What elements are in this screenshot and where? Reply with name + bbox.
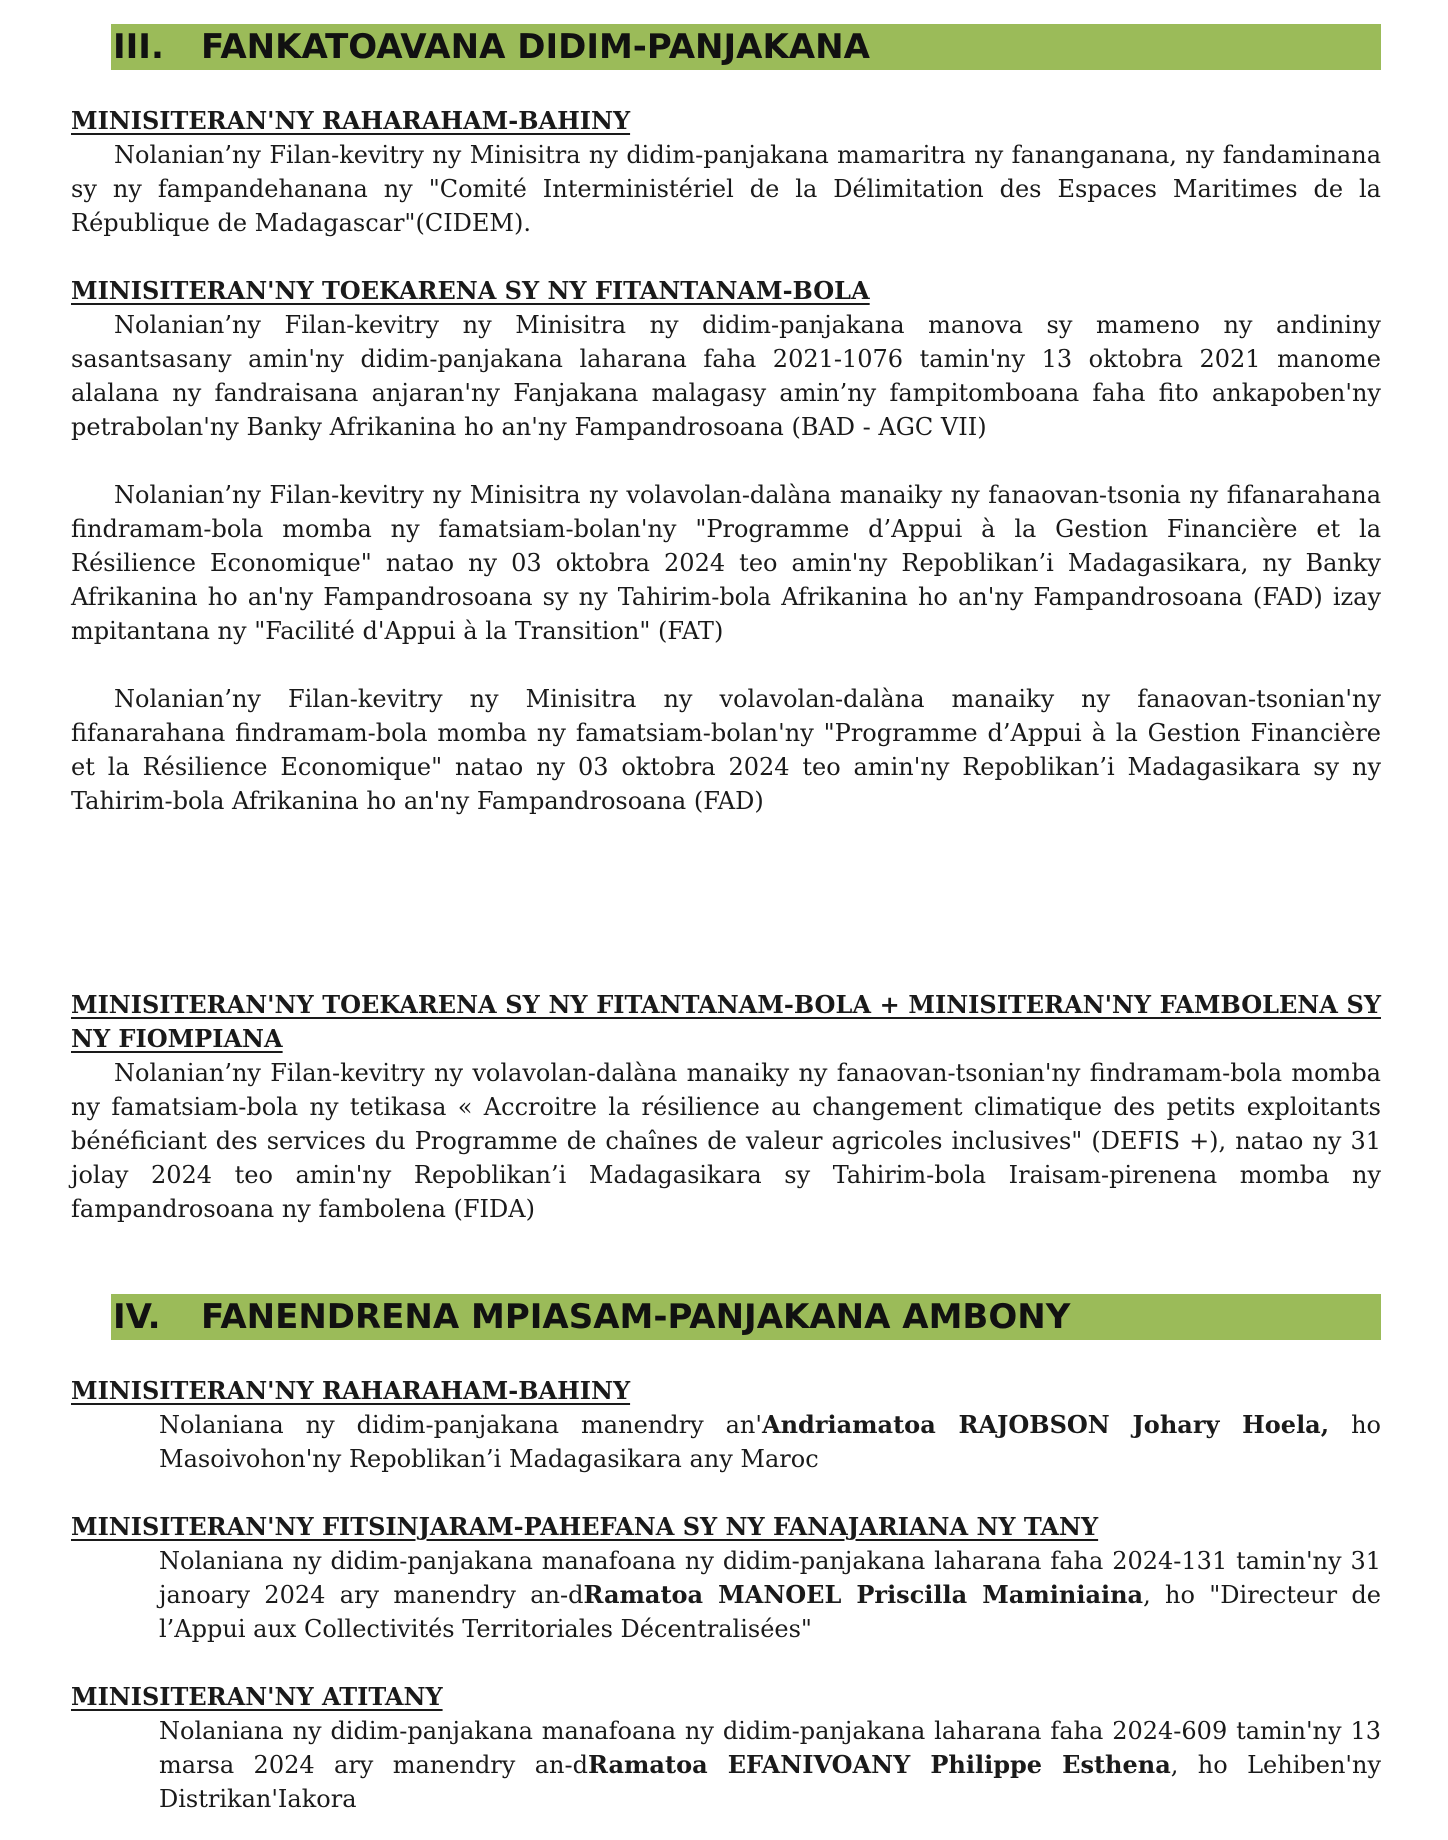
appointee-name: Ramatoa MANOEL Priscilla Maminiaina: [583, 1580, 1144, 1609]
appointment-paragraph: [71, 1544, 1381, 1646]
appointment-text: Nolaniana ny didim-panjakana manafoana ny didim-panjakana laharana faha 2024-131 tamin'ny 31 janoary 2024 ary manendry an-d: [159, 1547, 1381, 1609]
appointment-block-interior: [71, 1680, 1381, 1816]
appointment-block-decentralization: [71, 1510, 1381, 1646]
decree-paragraph: Nolanian’ny Filan-kevitry ny Minisitra ny volavolan-dalàna manaiky ny fanaovan-tsonian'ny fifanarahana findramam-bola momba ny famatsiam-bolan'ny "Programme d’Appui à la Gestion Financière et la Résilience Economique" natao ny 03 oktobra 2024 teo amin'ny Repoblikan’i Madagasikara sy ny Tahirim-bola Afrikanina ho an'ny Fampandrosoana (FAD): [71, 685, 1381, 815]
section-header-iii: [111, 24, 1381, 70]
section-header-iv: [111, 1294, 1381, 1340]
decree-paragraph: Nolanian’ny Filan-kevitry ny volavolan-dalàna manaiky ny fanaovan-tsonian'ny findramam-bola momba ny famatsiam-bola ny tetikasa « Accroitre la résilience au changement climatique des petits exploitants bénéficiant des services du Programme de chaînes de valeur agricoles inclusives" (DEFIS +), natao ny 31 jolay 2024 teo amin'ny Repoblikan’i Madagasikara sy Tahirim-bola Iraisam-pirenena momba ny fampandrosoana ny fambolena (FIDA): [71, 1059, 1381, 1223]
section-title: FANENDRENA MPIASAM-PANJAKANA AMBONY: [201, 1297, 1071, 1337]
appointee-name: Ramatoa EFANIVOANY Philippe Esthena: [587, 1750, 1171, 1779]
ministry-heading: MINISITERAN'NY ATITANY: [71, 1682, 443, 1711]
decree-block-economy-finance: [71, 274, 1381, 818]
ministry-heading: MINISITERAN'NY RAHARAHAM-BAHINY: [71, 1376, 631, 1405]
appointment-role: ho Masoivohon'ny Repoblikan’i Madagasikara any Maroc: [159, 1411, 1381, 1473]
decree-paragraph: Nolanian’ny Filan-kevitry ny Minisitra ny volavolan-dalàna manaiky ny fanaovan-tsonia ny fifanarahana findramam-bola momba ny famatsiam-bolan'ny "Programme d’Appui à la Gestion Financière et la Résilience Economique" natao ny 03 oktobra 2024 teo amin'ny Repoblikan’i Madagasikara, ny Banky Afrikanina ho an'ny Fampandrosoana sy ny Tahirim-bola Afrikanina ho an'ny Fampandrosoana (FAD) izay mpitantana ny "Facilité d'Appui à la Transition" (FAT): [71, 481, 1381, 645]
decree-block-economy-agriculture: [71, 988, 1381, 1226]
decree-paragraph: Nolanian’ny Filan-kevitry ny Minisitra ny didim-panjakana mamaritra ny fananganana, ny fandaminana sy ny fampandehanana ny "Comité Interministériel de la Délimitation des Espaces Maritimes de la République de Madagascar"(CIDEM).: [71, 141, 1381, 237]
ministry-heading: MINISITERAN'NY FITSINJARAM-PAHEFANA SY NY FANAJARIANA NY TANY: [71, 1512, 1099, 1541]
decree-block-foreign-affairs: [71, 104, 1381, 240]
appointment-paragraph: [71, 1714, 1381, 1816]
appointment-block-foreign-affairs: [71, 1374, 1381, 1476]
appointment-role: , ho "Directeur de l’Appui aux Collectivités Territoriales Décentralisées": [159, 1581, 1381, 1643]
appointment-paragraph: [71, 1408, 1381, 1476]
ministry-heading: MINISITERAN'NY TOEKARENA SY NY FITANTANAM-BOLA + MINISITERAN'NY FAMBOLENA SY NY FIOMPIANA: [71, 990, 1381, 1053]
ministry-heading: MINISITERAN'NY TOEKARENA SY NY FITANTANAM-BOLA: [71, 276, 870, 305]
appointment-text: Nolaniana ny didim-panjakana manafoana ny didim-panjakana laharana faha 2024-609 tamin'ny 13 marsa 2024 ary manendry an-d: [159, 1717, 1381, 1779]
appointment-role: , ho Lehiben'ny Distrikan'Iakora: [159, 1751, 1382, 1813]
section-number: IV.: [113, 1297, 161, 1337]
appointment-text: Nolaniana ny didim-panjakana manendry an': [159, 1411, 762, 1439]
ministry-heading: MINISITERAN'NY RAHARAHAM-BAHINY: [71, 106, 631, 135]
section-number: III.: [113, 27, 164, 67]
appointee-name: Andriamatoa RAJOBSON Johary Hoela,: [761, 1410, 1330, 1439]
section-title: FANKATOAVANA DIDIM-PANJAKANA: [201, 27, 870, 67]
decree-paragraph: Nolanian’ny Filan-kevitry ny Minisitra ny didim-panjakana manova sy mameno ny andininy sasantsasany amin'ny didim-panjakana laharana faha 2021-1076 tamin'ny 13 oktobra 2021 manome alalana ny fandraisana anjaran'ny Fanjakana malagasy amin’ny fampitomboana faha fito ankapoben'ny petrabolan'ny Banky Afrikanina ho an'ny Fampandrosoana (BAD - AGC VII): [71, 311, 1381, 441]
